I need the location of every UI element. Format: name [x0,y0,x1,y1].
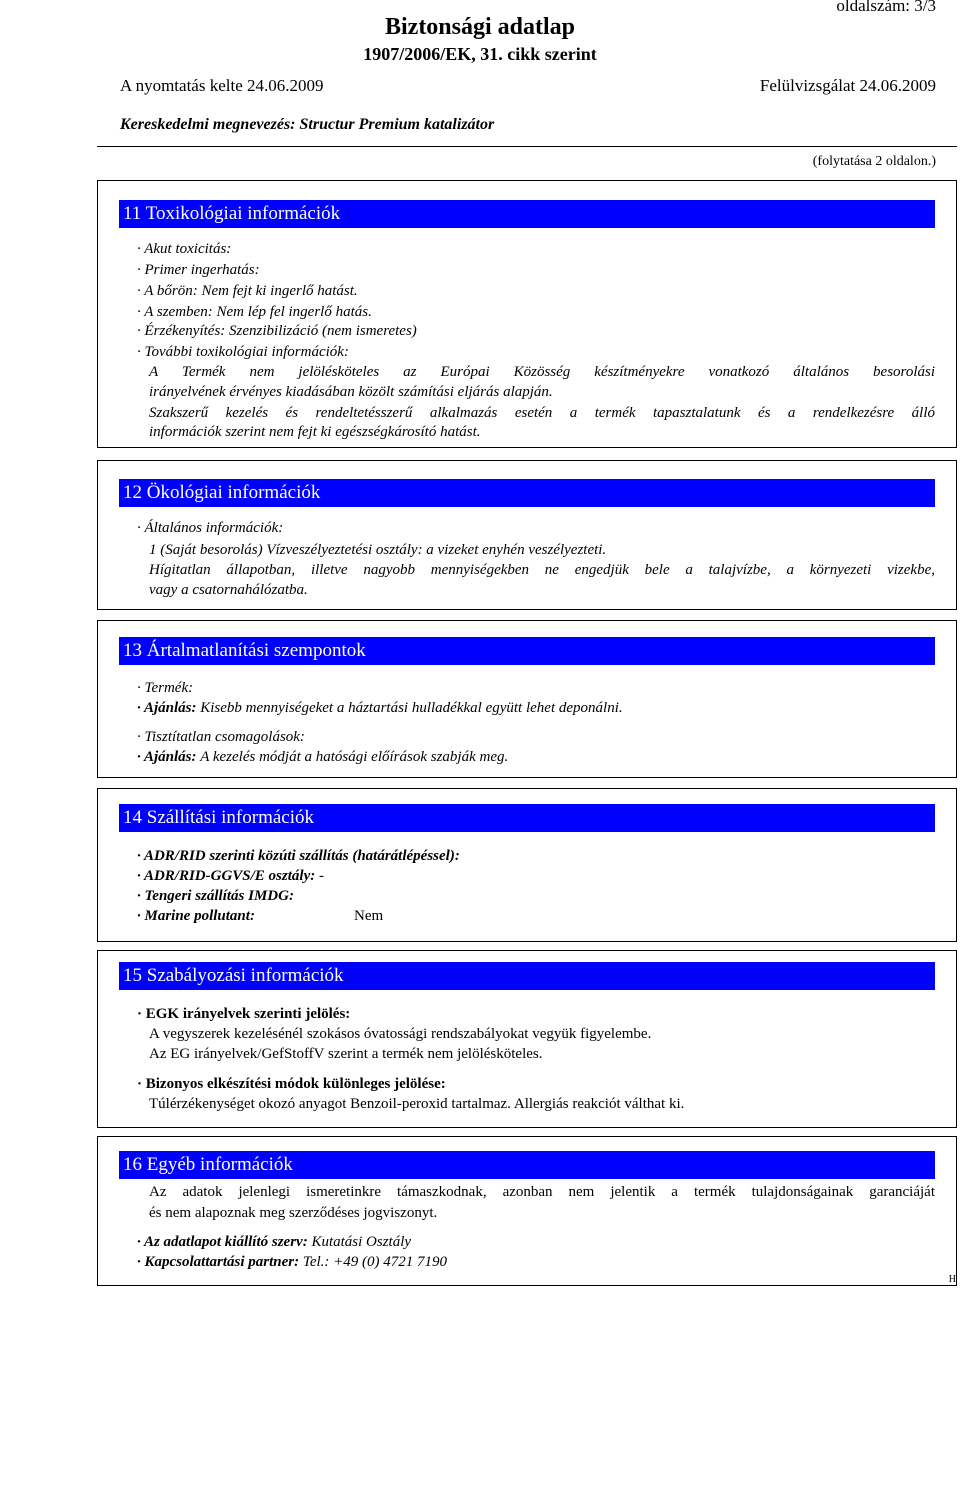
eco-paragraph-1: 1 (Saját besorolás) Vízveszélyeztetési osztály: a vizeket enyhén veszélyezteti. [149,542,607,558]
packaging-heading: · Tisztítatlan csomagolások: [137,729,305,745]
skin-value: Nem fejt ki ingerlő hatást. [201,283,358,299]
revision-date: Felülvizsgálat 24.06.2009 [759,76,936,95]
contact-value: Tel.: +49 (0) 4721 7190 [302,1254,448,1270]
section-12-title: 12 Ökológiai információk [119,479,935,507]
sensitization-row [137,321,417,341]
acute-toxicity: · Akut toxicitás: [137,241,232,257]
adr-class-label: · ADR/RID-GGVS/E osztály: [137,868,316,884]
sensitization-label: · Érzékenyítés: [137,323,226,339]
tox-paragraph-2b: információk szerint nem fejt ki egészségkárosító hatást. [149,424,481,440]
section-14-title: 14 Szállítási információk [119,804,935,832]
marine-pollutant-value: Nem [354,908,384,924]
eye-value: Nem lép fel ingerlő hatás. [216,304,372,320]
further-tox-heading: · További toxikológiai információk: [137,344,349,360]
issuer-label: · Az adatlapot kiállító szerv: [137,1234,308,1250]
issuer-row [137,1232,411,1252]
special-labeling-heading: · Bizonyos elkészítési módok különleges jelölése: [137,1076,446,1092]
recommendation-2-value: A kezelés módját a hatósági előírások szabják meg. [200,749,509,765]
other-paragraph-1a: Az adatok jelenlegi ismeretinkre támaszkodnak, azonban nem jelentik a termék tulajdonságainak garanciáját [149,1184,935,1200]
eye-row [137,302,372,322]
eco-paragraph-2b: vagy a csatornahálózatba. [149,582,308,598]
adr-class-row [137,866,324,886]
page-number: oldalszám: 3/3 [836,0,936,15]
print-date: A nyomtatás kelte 24.06.2009 [120,76,324,95]
trade-name: Kereskedelmi megnevezés: Structur Premium katalizátor [120,116,495,133]
recommendation-2-label: · Ajánlás: [137,749,197,765]
tox-paragraph-2a: Szakszerű kezelés és rendeltetésszerű alkalmazás esetén a termék tapasztalatunk és a rendelkezésre álló [149,405,935,421]
header-rule [97,146,957,147]
imdg-heading: · Tengeri szállítás IMDG: [137,888,294,904]
document-subtitle: 1907/2006/EK, 31. cikk szerint [363,44,597,64]
recommendation-1-row [137,698,623,718]
section-11-title: 11 Toxikológiai információk [119,200,935,228]
recommendation-2-row [137,747,508,767]
contact-label: · Kapcsolattartási partner: [137,1254,300,1270]
other-paragraph-1b: és nem alapoznak meg szerződéses jogviszonyt. [149,1205,438,1221]
footer-mark: H [948,1274,956,1285]
primary-irritation: · Primer ingerhatás: [137,262,260,278]
egk-heading: · EGK irányelvek szerinti jelölés: [137,1006,351,1022]
egk-paragraph-1: A vegyszerek kezelésénél szokásos óvatossági rendszabályokat vegyük figyelembe. [149,1026,652,1042]
recommendation-1-value: Kisebb mennyiségeket a háztartási hulladékkal együtt lehet deponálni. [200,700,623,716]
tox-paragraph-1a: A Termék nem jelölésköteles az Európai Közösség készítményekre vonatkozó általános besorolási [149,364,935,380]
general-info-heading: · Általános információk: [137,520,284,536]
skin-label: · A bőrön: [137,283,198,299]
issuer-value: Kutatási Osztály [311,1234,412,1250]
product-heading: · Termék: [137,680,194,696]
adr-heading: · ADR/RID szerinti közúti szállítás (határátlépéssel): [137,848,460,864]
recommendation-1-label: · Ajánlás: [137,700,197,716]
special-labeling-paragraph: Túlérzékenységet okozó anyagot Benzoil-peroxid tartalmaz. Allergiás reakciót válthat ki. [149,1096,685,1112]
sensitization-value: Szenzibilizáció (nem ismeretes) [229,323,417,339]
adr-class-value: - [318,868,324,884]
section-13-title: 13 Ártalmatlanítási szempontok [119,637,935,665]
marine-pollutant-row [137,906,384,926]
contact-row [137,1252,447,1272]
section-16-title: 16 Egyéb információk [119,1151,935,1179]
document-title: Biztonsági adatlap [384,14,576,40]
skin-row [137,281,358,301]
eco-paragraph-2a: Hígitatlan állapotban, illetve nagyobb mennyiségekben ne engedjük bele a talajvízbe, a környezeti vizekbe, [149,562,935,578]
egk-paragraph-2: Az EG irányelvek/GefStoffV szerint a termék nem jelölésköteles. [149,1046,543,1062]
marine-pollutant-label: · Marine pollutant: [137,908,255,924]
section-15-title: 15 Szabályozási információk [119,962,935,990]
tox-paragraph-1b: irányelvének érvényes kiadásában közölt számítási eljárás alapján. [149,384,553,400]
continued-note: (folytatása 2 oldalon.) [812,154,936,169]
eye-label: · A szemben: [137,304,213,320]
